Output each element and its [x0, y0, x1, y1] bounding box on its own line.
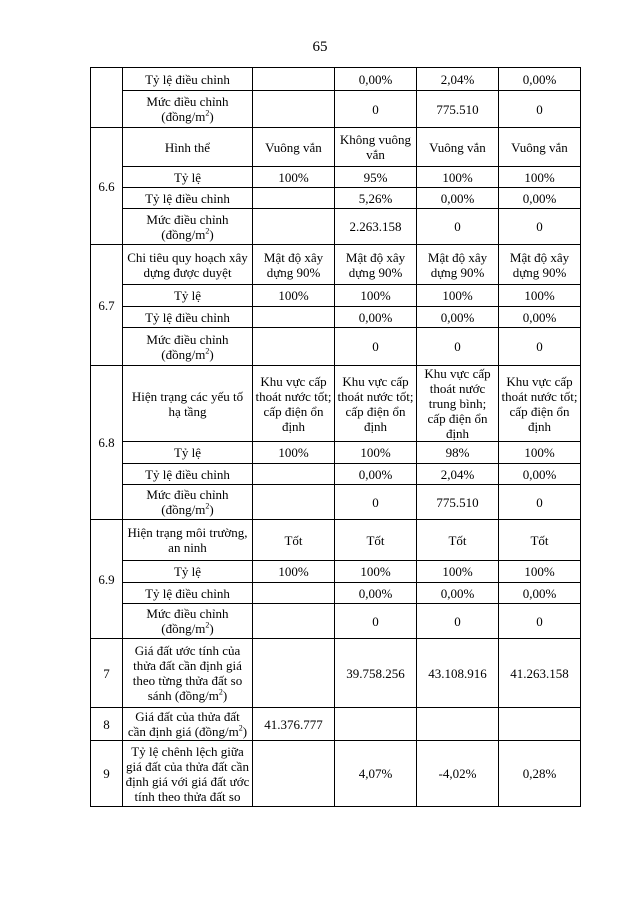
value-cell: Mật độ xây dựng 90% — [417, 245, 499, 285]
value-cell: 100% — [253, 442, 335, 464]
value-cell: 0 — [499, 328, 581, 366]
criterion-label-cell — [123, 245, 253, 285]
value-cell: Vuông vắn — [417, 128, 499, 167]
value-cell: 100% — [335, 442, 417, 464]
table-row — [91, 442, 581, 464]
criterion-label-cell — [123, 639, 253, 708]
section-number-cell: 6.6 — [91, 128, 123, 245]
criterion-label-cell — [123, 128, 253, 167]
value-cell — [253, 464, 335, 485]
criterion-label: Tỷ lệ — [173, 445, 202, 460]
value-cell — [253, 583, 335, 604]
value-cell: 2,04% — [417, 464, 499, 485]
value-cell — [253, 307, 335, 328]
value-cell: 0,00% — [499, 188, 581, 209]
table-row — [91, 167, 581, 188]
value-cell: 0,00% — [417, 188, 499, 209]
criterion-label: Hiện trạng môi trường, an ninh — [127, 525, 248, 555]
criterion-label: Tỷ lệ chênh lệch giữa giá đất của thửa đất cần định giá với giá đất ước tính theo thửa đất so — [125, 743, 250, 804]
value-cell: Tốt — [499, 520, 581, 561]
value-cell: 0 — [499, 91, 581, 128]
criterion-label: Giá đất ước tính của thửa đất cần định giá theo từng thửa đất so sánh — [132, 643, 243, 703]
value-cell: Không vuông vắn — [335, 128, 417, 167]
value-cell: 100% — [253, 561, 335, 583]
value-cell — [253, 328, 335, 366]
criterion-label: Tỷ lệ điều chỉnh — [145, 309, 230, 325]
value-cell: 100% — [499, 561, 581, 583]
criterion-label: Chi tiêu quy hoạch xây dựng được duyệt — [127, 249, 248, 280]
criterion-label: Tỷ lệ — [173, 288, 202, 303]
unit-label: $(đồng/m^2)$ — [161, 346, 214, 362]
unit-label: $(đồng/m^2)$ — [161, 620, 214, 636]
value-cell: 0 — [335, 328, 417, 366]
value-cell: 0,00% — [499, 307, 581, 328]
value-cell: 0,00% — [499, 464, 581, 485]
criterion-label: Mức điều chỉnh — [146, 94, 229, 109]
table-row — [91, 464, 581, 485]
table-row — [91, 604, 581, 639]
value-cell: 100% — [417, 167, 499, 188]
criterion-label: Hiện trạng các yếu tố hạ tầng — [131, 388, 244, 419]
criterion-label-cell — [123, 520, 253, 561]
value-cell: 775.510 — [417, 91, 499, 128]
value-cell: 0 — [499, 209, 581, 245]
criterion-label-cell — [123, 328, 253, 366]
value-cell — [253, 639, 335, 708]
value-cell: 100% — [499, 442, 581, 464]
value-cell: 100% — [253, 285, 335, 307]
value-cell: Tốt — [253, 520, 335, 561]
section-number-cell: 6.7 — [91, 245, 123, 366]
criterion-label-cell — [123, 366, 253, 442]
criterion-label: Mức điều chỉnh — [146, 211, 229, 227]
table-row — [91, 520, 581, 561]
value-cell: 0 — [499, 604, 581, 639]
section-number-cell: 9 — [91, 741, 123, 807]
table-row — [91, 366, 581, 442]
table-row — [91, 285, 581, 307]
table-row — [91, 188, 581, 209]
value-cell: 2,04% — [417, 68, 499, 91]
value-cell: 0 — [335, 485, 417, 520]
criterion-label: Tỷ lệ — [173, 564, 202, 579]
table-row — [91, 485, 581, 520]
value-cell — [499, 708, 581, 741]
table-row — [91, 561, 581, 583]
value-cell: -4,02% — [417, 741, 499, 807]
value-cell: 39.758.256 — [335, 639, 417, 708]
value-cell: 100% — [253, 167, 335, 188]
value-cell — [253, 209, 335, 245]
value-cell — [335, 708, 417, 741]
table-row — [91, 328, 581, 366]
table-row — [91, 91, 581, 128]
table-row — [91, 68, 581, 91]
value-cell: Vuông vắn — [253, 128, 335, 167]
value-cell: 0 — [335, 604, 417, 639]
value-cell: 0,00% — [417, 583, 499, 604]
unit-label: $(đồng/m^2)$ — [161, 226, 214, 242]
value-cell: Tốt — [417, 520, 499, 561]
value-cell: 0,00% — [335, 464, 417, 485]
table-row — [91, 245, 581, 285]
value-cell: 98% — [417, 442, 499, 464]
value-cell: Tốt — [335, 520, 417, 561]
value-cell: 0,00% — [335, 583, 417, 604]
value-cell: 0,00% — [417, 307, 499, 328]
table-row — [91, 708, 581, 741]
value-cell: 41.376.777 — [253, 708, 335, 741]
value-cell: 4,07% — [335, 741, 417, 807]
table-body — [91, 68, 581, 807]
value-cell: Khu vực cấp thoát nước tốt; cấp điện ổn định — [499, 366, 581, 442]
section-number-cell — [91, 68, 123, 128]
value-cell: 100% — [335, 285, 417, 307]
criterion-label: Giá đất của thửa đất cần định giá — [127, 709, 240, 739]
criterion-label-cell — [123, 91, 253, 128]
criterion-label-cell — [123, 307, 253, 328]
criterion-label-cell — [123, 485, 253, 520]
value-cell — [253, 68, 335, 91]
table-row — [91, 639, 581, 708]
value-cell — [253, 91, 335, 128]
value-cell: 41.263.158 — [499, 639, 581, 708]
criterion-label-cell — [123, 741, 253, 807]
unit-label: $(đồng/m^2)$ — [174, 687, 228, 703]
table-row — [91, 307, 581, 328]
value-cell: 0 — [335, 91, 417, 128]
value-cell: 100% — [335, 561, 417, 583]
value-cell — [253, 188, 335, 209]
value-cell: Mật độ xây dựng 90% — [499, 245, 581, 285]
criterion-label-cell — [123, 561, 253, 583]
criterion-label-cell — [123, 442, 253, 464]
criterion-label-cell — [123, 464, 253, 485]
value-cell: Mật độ xây dựng 90% — [335, 245, 417, 285]
price-adjustment-table — [90, 67, 581, 807]
value-cell: Khu vực cấp thoát nước tốt; cấp điện ổn định — [335, 366, 417, 442]
value-cell: 0,00% — [499, 68, 581, 91]
value-cell: 0 — [417, 604, 499, 639]
unit-label: $(đồng/m^2)$ — [161, 108, 214, 124]
criterion-label: Tỷ lệ — [173, 169, 202, 185]
value-cell: 0 — [417, 209, 499, 245]
value-cell: 0,00% — [499, 583, 581, 604]
value-cell: Khu vực cấp thoát nước trung bình; cấp điện ổn định — [417, 366, 499, 442]
value-cell — [417, 708, 499, 741]
criterion-label-cell — [123, 167, 253, 188]
value-cell: 100% — [499, 167, 581, 188]
criterion-label: Mức điều chỉnh — [146, 331, 229, 347]
table-row — [91, 741, 581, 807]
criterion-label-cell — [123, 188, 253, 209]
table-row — [91, 128, 581, 167]
value-cell — [253, 485, 335, 520]
value-cell — [253, 604, 335, 639]
value-cell: Khu vực cấp thoát nước tốt; cấp điện ổn định — [253, 366, 335, 442]
value-cell: Mật độ xây dựng 90% — [253, 245, 335, 285]
criterion-label: Mức điều chỉnh — [146, 606, 229, 621]
criterion-label-cell — [123, 68, 253, 91]
criterion-label: Tỷ lệ điều chỉnh — [145, 466, 230, 482]
value-cell: 0,28% — [499, 741, 581, 807]
value-cell: 0,00% — [335, 68, 417, 91]
criterion-label: Mức điều chỉnh — [146, 487, 229, 502]
value-cell: 100% — [499, 285, 581, 307]
criterion-label-cell — [123, 209, 253, 245]
criterion-label: Tỷ lệ điều chỉnh — [145, 190, 230, 206]
page-number: 65 — [312, 39, 328, 55]
criterion-label-cell — [123, 708, 253, 741]
criterion-label: Hình thể — [164, 139, 211, 155]
value-cell: 0 — [417, 328, 499, 366]
section-number-cell: 6.8 — [91, 366, 123, 520]
value-cell: 0 — [499, 485, 581, 520]
section-number-cell: 8 — [91, 708, 123, 741]
value-cell: 5,26% — [335, 188, 417, 209]
value-cell — [253, 741, 335, 807]
unit-label: $(đồng/m^2)$ — [194, 723, 248, 739]
criterion-label: Tỷ lệ điều chỉnh — [145, 585, 230, 601]
section-number-cell: 6.9 — [91, 520, 123, 639]
value-cell: 43.108.916 — [417, 639, 499, 708]
table-row — [91, 583, 581, 604]
criterion-label: Tỷ lệ điều chỉnh — [145, 71, 230, 87]
table-row — [91, 209, 581, 245]
value-cell: 95% — [335, 167, 417, 188]
criterion-label-cell — [123, 604, 253, 639]
value-cell: 100% — [417, 561, 499, 583]
value-cell: Vuông vắn — [499, 128, 581, 167]
criterion-label-cell — [123, 285, 253, 307]
value-cell: 0,00% — [335, 307, 417, 328]
value-cell: 100% — [417, 285, 499, 307]
value-cell: 775.510 — [417, 485, 499, 520]
unit-label: $(đồng/m^2)$ — [161, 501, 214, 517]
section-number-cell: 7 — [91, 639, 123, 708]
value-cell: 2.263.158 — [335, 209, 417, 245]
criterion-label-cell — [123, 583, 253, 604]
